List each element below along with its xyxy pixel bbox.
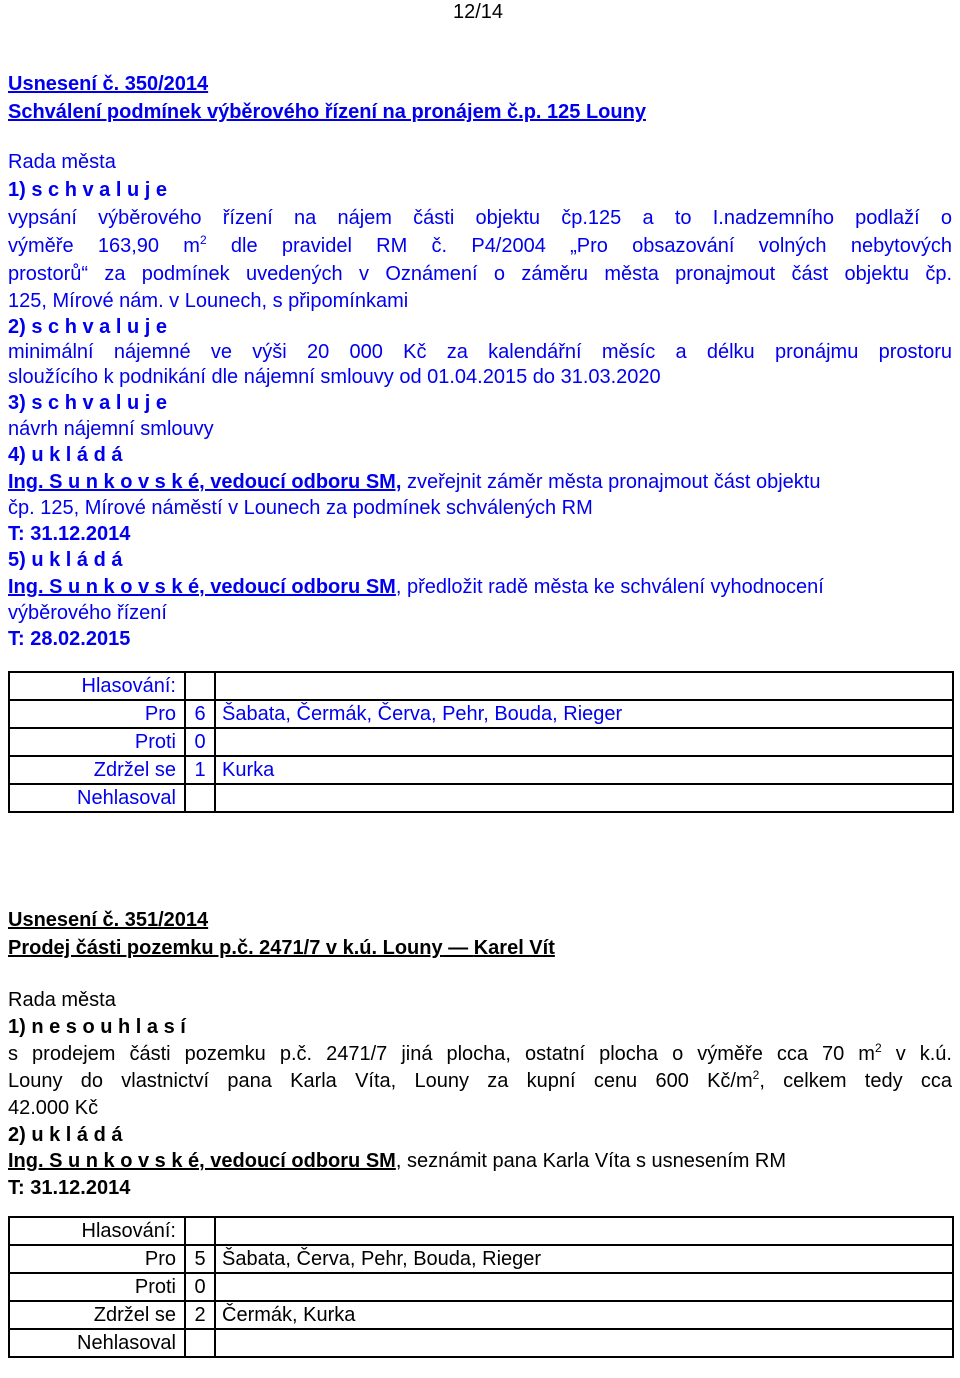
resolution-351-title: Usnesení č. 351/2014 bbox=[8, 909, 209, 931]
vote-count bbox=[185, 784, 215, 812]
vote-row bbox=[9, 700, 953, 728]
responsible-person: Ing. S u n k o v s k é, vedoucí odboru SM bbox=[8, 576, 396, 598]
vote-label: Zdržel se bbox=[9, 756, 185, 784]
vote-row bbox=[9, 756, 953, 784]
vote-cell-empty bbox=[185, 1217, 215, 1245]
clause-1-line-1 bbox=[8, 206, 952, 230]
clause-4-line-1 bbox=[8, 470, 820, 494]
clause-4-text: zveřejnit záměr města pronajmout část objektu bbox=[401, 471, 821, 493]
vote-label: Pro bbox=[9, 1245, 185, 1273]
vote-names: Šabata, Čermák, Červa, Pehr, Bouda, Rieger bbox=[215, 700, 953, 728]
clause-1-line-2b: , celkem tedy cca bbox=[759, 1070, 952, 1092]
vote-label: Proti bbox=[9, 728, 185, 756]
clause-3-line-1: návrh nájemní smlouvy bbox=[8, 418, 214, 440]
clause-5-line-2: výběrového řízení bbox=[8, 602, 167, 624]
superscript: 2 bbox=[199, 233, 207, 247]
vote-row bbox=[9, 1329, 953, 1357]
vote-cell-empty bbox=[185, 672, 215, 700]
clause-1-line-3: 42.000 Kč bbox=[8, 1097, 99, 1119]
vote-count: 0 bbox=[185, 728, 215, 756]
superscript: 2 bbox=[752, 1068, 760, 1082]
resolution-351-subtitle: Prodej části pozemku p.č. 2471/7 v k.ú. Louny — Karel Vít bbox=[8, 937, 555, 959]
clause-1-line-2b: dle pravidel RM č. P4/2004 „Pro obsazování volných nebytových bbox=[206, 235, 952, 257]
vote-count: 1 bbox=[185, 756, 215, 784]
vote-label: Zdržel se bbox=[9, 1301, 185, 1329]
clause-1-head: 1) n e s o u h l a s í bbox=[8, 1016, 186, 1038]
vote-names bbox=[215, 784, 953, 812]
clause-2-line-1 bbox=[8, 340, 952, 364]
vote-header-row bbox=[9, 672, 953, 700]
vote-table-350 bbox=[8, 671, 954, 813]
resolution-351-subtitle-b: Karel Vít bbox=[473, 937, 555, 959]
vote-count bbox=[185, 1329, 215, 1357]
clause-2-line-1 bbox=[8, 1149, 786, 1173]
clause-2-text: , seznámit pana Karla Víta s usnesením RM bbox=[395, 1150, 787, 1172]
vote-label: Proti bbox=[9, 1273, 185, 1301]
clause-5-text: , předložit radě města ke schválení vyhodnocení bbox=[395, 576, 824, 598]
vote-row bbox=[9, 1245, 953, 1273]
vote-count: 5 bbox=[185, 1245, 215, 1273]
clause-2-line-1-text: minimální nájemné ve výši 20 000 Kč za kalendářní měsíc a délku pronájmu prostoru bbox=[8, 341, 952, 363]
council-label: Rada města bbox=[8, 151, 116, 173]
responsible-person: Ing. S u n k o v s k é, vedoucí odboru SM, bbox=[8, 471, 402, 493]
clause-5-term: T: 28.02.2015 bbox=[8, 628, 131, 650]
clause-4-line-2: čp. 125, Mírové náměstí v Lounech za podmínek schválených RM bbox=[8, 497, 593, 519]
responsible-person: Ing. S u n k o v s k é, vedoucí odboru SM bbox=[8, 1150, 396, 1172]
resolution-350-title: Usnesení č. 350/2014 bbox=[8, 73, 209, 95]
clause-4-term: T: 31.12.2014 bbox=[8, 523, 131, 545]
vote-row bbox=[9, 728, 953, 756]
clause-5-line-1 bbox=[8, 575, 824, 599]
clause-1-line-3 bbox=[8, 262, 952, 286]
vote-table-351 bbox=[8, 1216, 954, 1358]
clause-2-line-2: sloužícího k podnikání dle nájemní smlouvy od 01.04.2015 do 31.03.2020 bbox=[8, 366, 661, 388]
vote-names: Šabata, Červa, Pehr, Bouda, Rieger bbox=[215, 1245, 953, 1273]
page-number: 12/14 bbox=[453, 1, 504, 23]
vote-count: 6 bbox=[185, 700, 215, 728]
vote-row bbox=[9, 784, 953, 812]
clause-1-head: 1) s c h v a l u j e bbox=[8, 179, 167, 201]
superscript: 2 bbox=[874, 1041, 882, 1055]
clause-2-head: 2) u k l á d á bbox=[8, 1124, 123, 1146]
vote-row bbox=[9, 1301, 953, 1329]
resolution-350-subtitle: Schválení podmínek výběrového řízení na pronájem č.p. 125 Louny bbox=[8, 101, 646, 123]
clause-1-line-2 bbox=[8, 234, 952, 258]
vote-count: 0 bbox=[185, 1273, 215, 1301]
resolution-351-subtitle-a: Prodej části pozemku p.č. 2471/7 v k.ú. Louny bbox=[8, 937, 443, 959]
clause-2-term: T: 31.12.2014 bbox=[8, 1177, 131, 1199]
clause-1-line-1b: v k.ú. bbox=[881, 1043, 952, 1065]
vote-names bbox=[215, 1273, 953, 1301]
clause-4-head: 4) u k l á d á bbox=[8, 444, 123, 466]
clause-1-line-1-text: vypsání výběrového řízení na nájem části objektu čp.125 a to I.nadzemního podlaží o bbox=[8, 207, 952, 229]
clause-1-line-2a: výměře 163,90 m bbox=[8, 235, 200, 257]
clause-1-line-1a: s prodejem části pozemku p.č. 2471/7 jiná plocha, ostatní plocha o výměře cca 70 m bbox=[8, 1043, 875, 1065]
vote-label: Nehlasoval bbox=[9, 1329, 185, 1357]
clause-1-line-4: 125, Mírové nám. v Lounech, s připomínkami bbox=[8, 290, 409, 312]
vote-names: Kurka bbox=[215, 756, 953, 784]
vote-cell-empty bbox=[215, 1217, 953, 1245]
vote-cell-empty bbox=[215, 672, 953, 700]
council-label: Rada města bbox=[8, 989, 116, 1011]
clause-5-head: 5) u k l á d á bbox=[8, 549, 123, 571]
vote-names: Čermák, Kurka bbox=[215, 1301, 953, 1329]
clause-3-head: 3) s c h v a l u j e bbox=[8, 392, 167, 414]
vote-names bbox=[215, 1329, 953, 1357]
clause-1-line-3-text: prostorů“ za podmínek uvedených v Oznámení o záměru města pronajmout část objektu čp. bbox=[8, 263, 952, 285]
vote-names bbox=[215, 728, 953, 756]
clause-1-line-1 bbox=[8, 1042, 952, 1066]
clause-1-line-2 bbox=[8, 1069, 952, 1093]
vote-row bbox=[9, 1273, 953, 1301]
vote-count: 2 bbox=[185, 1301, 215, 1329]
vote-label: Nehlasoval bbox=[9, 784, 185, 812]
clause-1-line-2a: Louny do vlastnictví pana Karla Víta, Louny za kupní cenu 600 Kč/m bbox=[8, 1070, 753, 1092]
vote-header: Hlasování: bbox=[9, 1217, 185, 1245]
clause-2-head: 2) s c h v a l u j e bbox=[8, 316, 167, 338]
vote-header-row bbox=[9, 1217, 953, 1245]
vote-header: Hlasování: bbox=[9, 672, 185, 700]
vote-label: Pro bbox=[9, 700, 185, 728]
